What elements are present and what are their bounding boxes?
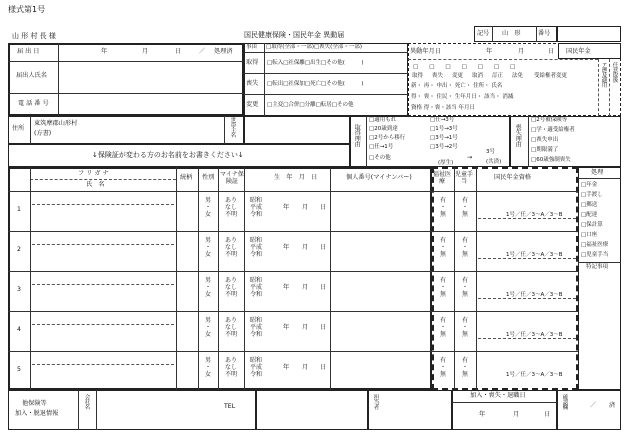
processing-area — [578, 167, 621, 390]
card-options[interactable] — [220, 277, 242, 298]
birth-day: 日 — [320, 204, 327, 211]
era-heisei[interactable]: 平成 — [249, 204, 262, 211]
mark-name: 氏名 — [491, 83, 503, 89]
era-options[interactable] — [246, 237, 266, 258]
era-heisei[interactable]: 平成 — [249, 244, 262, 251]
female-option[interactable]: 女 — [204, 211, 211, 218]
form-number: 様式第1号 — [8, 5, 46, 14]
col-loss: 喪失 — [432, 73, 444, 79]
welfare-options[interactable] — [434, 357, 452, 378]
voluntary-label: 任意取扱 — [611, 62, 618, 82]
acq-opt-6[interactable]: □任→3号 — [430, 117, 455, 123]
col-exempt: 法免 — [512, 73, 524, 79]
welfare-yes[interactable]: 有 — [439, 197, 446, 204]
special-notes-label: 特記事項 — [586, 264, 609, 270]
sex-options[interactable] — [200, 277, 216, 298]
era-reiwa[interactable]: 令和 — [249, 291, 262, 298]
reason-header: 事由 — [246, 44, 258, 50]
birth-year: 年 — [283, 324, 290, 331]
phone-input[interactable] — [60, 95, 242, 114]
tel-label: TEL — [224, 403, 236, 410]
mark-get: 得 — [411, 94, 417, 100]
name-input[interactable] — [32, 326, 174, 350]
pension-qual-header: 国民年金資格 — [494, 174, 532, 181]
era-reiwa[interactable]: 令和 — [249, 331, 262, 338]
dot: ・ — [461, 244, 468, 251]
card-yes[interactable]: あり — [224, 197, 237, 204]
card-no[interactable]: なし — [224, 364, 237, 371]
child-options[interactable] — [456, 277, 474, 298]
pension-section-label: 国民年金 — [566, 48, 591, 55]
female-option[interactable]: 女 — [204, 251, 211, 258]
child-no[interactable]: 無 — [461, 211, 468, 218]
dot: ・ — [439, 284, 446, 291]
company-label: 会社名 — [83, 394, 90, 409]
confirm-label: 確認欄 — [561, 394, 568, 409]
footer-year: 年 — [479, 411, 486, 418]
loss-opt-2[interactable]: □学・適受給権者 — [531, 127, 575, 133]
mark-request: 申出 — [436, 83, 448, 89]
relation-input[interactable] — [178, 352, 197, 390]
acq-opt-3[interactable]: □2号から移行 — [369, 135, 406, 141]
card-unknown[interactable]: 不明 — [224, 331, 237, 338]
card-no[interactable]: なし — [224, 204, 237, 211]
dot: ・ — [439, 244, 446, 251]
birth-year: 年 — [283, 244, 290, 251]
birth-year: 年 — [283, 204, 290, 211]
acq-opt-8[interactable]: □3号→1号 — [430, 135, 458, 141]
staff-label: 担当者 — [372, 394, 379, 409]
arrow-icon: → — [467, 154, 473, 161]
acq-kosei: (厚生) — [438, 160, 454, 166]
confirm-done: 済 — [609, 402, 616, 409]
row-number: 2 — [17, 246, 21, 253]
mark-birthdate: 生年月日 — [454, 94, 477, 100]
card-unknown[interactable]: 不明 — [224, 211, 237, 218]
card-yes[interactable]: あり — [224, 277, 237, 284]
mark-applicable: 該当 — [484, 94, 496, 100]
era-options[interactable] — [246, 317, 266, 338]
welfare-header: 福祉医療 — [432, 171, 451, 185]
loss-opt-1[interactable]: □2号被保険等 — [531, 117, 568, 123]
pension-qual-value[interactable]: 1号／任／3～A／3～B — [506, 212, 563, 218]
day-unit: 日 — [175, 48, 182, 55]
card-unknown[interactable]: 不明 — [224, 291, 237, 298]
child-yes[interactable]: 有 — [461, 237, 468, 244]
confirm-slash: ／ — [590, 402, 597, 409]
era-heisei[interactable]: 平成 — [249, 284, 262, 291]
dot: ・ — [461, 284, 468, 291]
sex-options[interactable] — [200, 317, 216, 338]
era-showa[interactable]: 昭和 — [249, 277, 262, 284]
mynumber-input[interactable] — [332, 312, 430, 350]
name-input[interactable] — [32, 246, 174, 270]
era-showa[interactable]: 昭和 — [249, 197, 262, 204]
welfare-yes[interactable]: 有 — [439, 317, 446, 324]
mynumber-header: 個人番号(マイナンバー) — [346, 174, 412, 181]
loss-opt-4[interactable]: □期限満了 — [531, 147, 559, 153]
row-number: 3 — [17, 286, 21, 293]
welfare-no[interactable]: 無 — [439, 291, 446, 298]
dot: ・ — [204, 324, 211, 331]
furigana-input[interactable] — [32, 312, 174, 324]
welfare-options[interactable] — [434, 277, 452, 298]
name-input[interactable] — [32, 366, 174, 390]
birth-month: 月 — [302, 364, 309, 371]
child-options[interactable] — [456, 317, 474, 338]
sex-options[interactable] — [200, 357, 216, 378]
acq-opt-9[interactable]: □3号→2号 — [430, 144, 458, 150]
processed-label: 処理済 — [214, 48, 233, 55]
phone-label: 電 話 番 号 — [18, 100, 49, 107]
address-note: (方書) — [34, 130, 52, 137]
proc-welfare[interactable]: □福祉医療 — [581, 242, 609, 248]
tel-input[interactable] — [256, 390, 368, 430]
furigana-input[interactable] — [32, 352, 174, 364]
welfare-no[interactable]: 無 — [439, 251, 446, 258]
col-change: 変更 — [452, 73, 464, 79]
female-option[interactable]: 女 — [204, 331, 211, 338]
relation-input[interactable] — [178, 192, 197, 230]
birth-day: 日 — [320, 284, 327, 291]
row-number: 5 — [17, 366, 21, 373]
era-showa[interactable]: 昭和 — [249, 317, 262, 324]
child-no[interactable]: 無 — [461, 371, 468, 378]
birth-day: 日 — [320, 244, 327, 251]
processing-label: 処理 — [591, 169, 604, 176]
card-options[interactable] — [220, 317, 242, 338]
birth-month: 月 — [302, 204, 309, 211]
welfare-options[interactable] — [434, 237, 452, 258]
reason-loss-label: 喪失 — [246, 80, 259, 87]
acquisition-reason-label: 取得理由 — [353, 124, 361, 147]
sex-options[interactable] — [200, 237, 216, 258]
welfare-yes[interactable]: 有 — [439, 357, 446, 364]
furigana-header: フ リ ガ ナ — [78, 170, 109, 177]
householder-input[interactable] — [244, 116, 350, 144]
mark-new: 新 — [411, 83, 417, 89]
birth-header: 生 年 月 日 — [274, 174, 318, 181]
number-label: 番号 — [538, 30, 551, 37]
company-input[interactable] — [98, 392, 218, 428]
dot: ・ — [439, 364, 446, 371]
proc-mail[interactable]: □郵送 — [581, 202, 598, 208]
join-loss-date-label: 加入・喪失・退職日 — [470, 392, 526, 399]
month-unit: 月 — [142, 48, 149, 55]
footer-month: 月 — [513, 411, 520, 418]
dot: ・ — [204, 204, 211, 211]
reason-acquire-label: 取得 — [246, 59, 259, 66]
mark-re: 再 — [423, 83, 430, 89]
child-no[interactable]: 無 — [461, 291, 468, 298]
welfare-no[interactable]: 無 — [439, 371, 446, 378]
reason-acquire-options[interactable]: □転入□社保離□出生□その他( ) — [267, 60, 364, 66]
qualification-line: 資格 得・喪・該当 年月日 — [411, 105, 475, 111]
acq-opt-1[interactable]: □適用もれ — [369, 117, 397, 123]
furigana-input[interactable] — [32, 232, 174, 244]
mark-address: 住所 — [473, 83, 485, 89]
dot: ・ — [461, 364, 468, 371]
child-yes[interactable]: 有 — [461, 197, 468, 204]
proc-pension[interactable]: □年金 — [581, 182, 598, 188]
name-header: 氏 名 — [86, 181, 105, 188]
acq-opt-4[interactable]: □任→1号 — [369, 144, 394, 150]
welfare-yes[interactable]: 有 — [439, 237, 446, 244]
change-date-label: 異動年月日 — [410, 48, 441, 55]
year-unit: 年 — [101, 48, 108, 55]
pension-qual-value[interactable]: 1号／任／3～A／3～B — [506, 252, 563, 258]
date-label: 届 出 日 — [17, 48, 40, 55]
mynumber-input[interactable] — [332, 232, 430, 270]
era-reiwa[interactable]: 令和 — [249, 251, 262, 258]
reason-change-options[interactable]: □主変□合併□分離□転居□その他 — [267, 102, 354, 108]
dot: ・ — [461, 324, 468, 331]
proc-calc[interactable]: □保計算 — [581, 222, 603, 228]
dot: ・ — [204, 284, 211, 291]
loss-opt-3[interactable]: □喪失申出 — [531, 137, 559, 143]
child-yes[interactable]: 有 — [461, 277, 468, 284]
child-no[interactable]: 無 — [461, 331, 468, 338]
pension-day: 日 — [548, 48, 555, 55]
welfare-no[interactable]: 無 — [439, 331, 446, 338]
era-options[interactable] — [246, 277, 266, 298]
era-heisei[interactable]: 平成 — [249, 364, 262, 371]
relation-input[interactable] — [178, 312, 197, 350]
era-reiwa[interactable]: 令和 — [249, 371, 262, 378]
symbol-label: 記号 — [477, 30, 490, 37]
era-options[interactable] — [246, 357, 266, 378]
pension-qual-value[interactable]: 1号／任／3～A／3～B — [506, 332, 563, 338]
address-value[interactable]: 東筑摩郡山形村 — [34, 120, 78, 127]
row-number: 1 — [17, 206, 21, 213]
card-yes[interactable]: あり — [224, 237, 237, 244]
card-unknown[interactable]: 不明 — [224, 371, 237, 378]
form-page: 様式第1号 山 形 村 長 様 国民健康保険・国民年金 異動届 記号 山 形 番号 届 出 日 年 月 日 ／ 処理済 届出人氏名 電 話 番 号 事由 □取得(全部・一部)□喪失(全部・一部) 取得 □転入□社保離□出生□その他( ) 喪失 □転出□社保加□死亡□その他( ) 変更 □主変□合併□分離□転居□その他 異動年月日 年 月 日 国民年金 □ □ □ □ □ □ □ 取得 喪失 変更 取消 訂正 法免 受給権者変更 新・ 再・ 申出・ 死亡・ 住所・ 氏名 得・ 喪・ 住民・ 生年月日・ 該当・ 消滅 資格 得・喪・該当 年月日 ア遡及適用 任意取扱 住所 東筑摩郡山形村 (方書) 世帯主名 取得理由 □適用もれ □20歳到達 □2号から移行 □任→1号 □その他 □任→3号 □1号→3号 □3号→1号 □3号→2号 3号 (厚生) → (共済) 喪失理由 □2号被保険等 □学・適受給権者 □喪失申出 □期限満了 □60歳強制喪失 ↓保険証が変わる方のお名前をお書きください↓ フ リ ガ ナ 氏 名 続柄 性別 マイナ保険証 生 年 月 日 個人番号(マイナンバー) 福祉医療 児童手当 国民年金資格 1 男 ・ 女 あり なし 不明 昭和 平成 令和 年 月 日 有 ・ 無 有 ・ 無 1号／任／3～A／3～B 2 男 ・ 女 あり なし 不明 昭和 平成 令和 年 月 日 有 ・ 無 有 ・ 無 1号／任／3～A／3～B 3 男 ・ 女 あり なし 不明 昭和 平成 令和 年 月 日 有 ・ 無 有 ・ 無 1号／任／3～A／3～B 4 男 ・ 女 あり なし 不明 昭和 平成 令和 年 月 日 有 ・ 無 有 ・ 無 1号／任／3～A／3～B 5 男 ・ 女 あり なし 不明 昭和 平成 令和 年 月 日 有 ・ 無 有 ・ 無 1号／任／3～A／3～B 処理 □年金 □手渡し □郵送 □配達 □保計算 □口座 □福祉医療 □児童手当 特記事項 他保険等 加入・脱退情報 会社名 TEL 担当者 加入・喪失・退職日 年 月 日 確認欄 ／ 済 — [0, 0, 630, 439]
join-info-label: 加入・脱退情報 — [15, 410, 59, 417]
male-option[interactable]: 男 — [204, 357, 211, 364]
era-heisei[interactable]: 平成 — [249, 324, 262, 331]
staff-box — [368, 390, 452, 430]
proc-child[interactable]: □児童手当 — [581, 252, 609, 258]
addressee: 山 形 村 長 様 — [12, 32, 56, 40]
welfare-no[interactable]: 無 — [439, 211, 446, 218]
birth-month: 月 — [302, 284, 309, 291]
mark-death: 死亡 — [454, 83, 466, 89]
col-cancel: 取消 — [472, 73, 484, 79]
child-yes[interactable]: 有 — [461, 317, 468, 324]
name-input[interactable] — [32, 286, 174, 310]
col-correct: 訂正 — [492, 73, 504, 79]
acq-3go: 3号 — [486, 149, 495, 155]
sex-options[interactable] — [200, 197, 216, 218]
dot: ・ — [461, 204, 468, 211]
other-insurance-label: 他保険等 — [22, 400, 47, 407]
pension-qual-value[interactable]: 1号／任／3～A／3～B — [506, 292, 563, 298]
form-title: 国民健康保険・国民年金 異動届 — [244, 31, 345, 39]
card-options[interactable] — [220, 237, 242, 258]
birth-day: 日 — [320, 324, 327, 331]
dot: ・ — [204, 364, 211, 371]
proc-handover[interactable]: □手渡し — [581, 192, 603, 198]
welfare-options[interactable] — [434, 197, 452, 218]
reason-loss-options[interactable]: □転出□社保加□死亡□その他( ) — [267, 81, 364, 87]
col-acquire: 取得 — [412, 73, 424, 79]
mynumber-input[interactable] — [332, 192, 430, 230]
symbol-value: 山 形 — [502, 30, 521, 37]
loss-opt-5[interactable]: □60歳強制喪失 — [531, 157, 571, 163]
pension-month: 月 — [518, 48, 525, 55]
child-options[interactable] — [456, 197, 474, 218]
birth-year: 年 — [283, 364, 290, 371]
proc-deliver[interactable]: □配達 — [581, 212, 598, 218]
name-input[interactable] — [32, 206, 174, 230]
era-showa[interactable]: 昭和 — [249, 237, 262, 244]
child-yes[interactable]: 有 — [461, 357, 468, 364]
number-field[interactable] — [557, 26, 621, 42]
relation-input[interactable] — [178, 232, 197, 270]
dot: ・ — [204, 244, 211, 251]
card-options[interactable] — [220, 357, 242, 378]
birth-year: 年 — [283, 284, 290, 291]
male-option[interactable]: 男 — [204, 317, 211, 324]
child-options[interactable] — [456, 357, 474, 378]
retro-apply-label: ア遡及適用 — [600, 62, 607, 87]
birth-day: 日 — [320, 364, 327, 371]
sex-header: 性別 — [202, 174, 215, 181]
mynumber-input[interactable] — [332, 272, 430, 310]
furigana-input[interactable] — [32, 192, 174, 204]
welfare-yes[interactable]: 有 — [439, 277, 446, 284]
card-yes[interactable]: あり — [224, 357, 237, 364]
birth-month: 月 — [302, 324, 309, 331]
furigana-input[interactable] — [32, 272, 174, 284]
row-number: 4 — [17, 326, 21, 333]
era-showa[interactable]: 昭和 — [249, 357, 262, 364]
card-header: マイナ保険証 — [220, 171, 244, 185]
card-yes[interactable]: あり — [224, 317, 237, 324]
reason-change-label: 変更 — [246, 101, 259, 108]
mynumber-input[interactable] — [332, 352, 430, 390]
acq-opt-7[interactable]: □1号→3号 — [430, 126, 458, 132]
card-options[interactable] — [220, 197, 242, 218]
reason-header-options[interactable]: □取得(全部・一部)□喪失(全部・一部) — [266, 44, 362, 50]
child-no[interactable]: 無 — [461, 251, 468, 258]
relation-header: 続柄 — [180, 174, 193, 181]
male-option[interactable]: 男 — [204, 237, 211, 244]
address-label: 住所 — [12, 125, 25, 132]
mark-lose: 喪 — [423, 94, 430, 100]
female-option[interactable]: 女 — [204, 291, 211, 298]
pension-qual-value[interactable]: 1号／任／3～A／3～B — [506, 372, 563, 378]
welfare-options[interactable] — [434, 317, 452, 338]
male-option[interactable]: 男 — [204, 277, 211, 284]
pension-year: 年 — [486, 48, 493, 55]
mark-resident: 住民 — [436, 94, 448, 100]
birth-month: 月 — [302, 244, 309, 251]
proc-account[interactable]: □口座 — [581, 232, 598, 238]
child-options[interactable] — [456, 237, 474, 258]
acq-kyosai: (共済) — [486, 159, 502, 165]
footer-day: 日 — [544, 411, 551, 418]
slash-mark: ／ — [199, 48, 206, 55]
female-option[interactable]: 女 — [204, 371, 211, 378]
acq-opt-2[interactable]: □20歳到達 — [369, 126, 398, 132]
reporter-label: 届出人氏名 — [16, 72, 47, 79]
card-unknown[interactable]: 不明 — [224, 251, 237, 258]
reporter-name-input[interactable] — [60, 63, 242, 91]
householder-label: 世帯主名 — [229, 117, 236, 137]
child-header: 児童手当 — [454, 171, 473, 185]
acq-opt-5[interactable]: □その他 — [369, 155, 391, 161]
mark-extinct: 消滅 — [502, 94, 514, 100]
dot: ・ — [439, 324, 446, 331]
era-options[interactable] — [246, 197, 266, 218]
card-no[interactable]: なし — [224, 284, 237, 291]
era-reiwa[interactable]: 令和 — [249, 211, 262, 218]
relation-input[interactable] — [178, 272, 197, 310]
notice-line: ↓保険証が変わる方のお名前をお書きください↓ — [92, 151, 244, 159]
card-no[interactable]: なし — [224, 324, 237, 331]
dot: ・ — [439, 204, 446, 211]
loss-reason-label: 喪失理由 — [514, 124, 522, 147]
card-no[interactable]: なし — [224, 244, 237, 251]
col-beneficiary: 受給権者変更 — [534, 73, 568, 79]
male-option[interactable]: 男 — [204, 197, 211, 204]
